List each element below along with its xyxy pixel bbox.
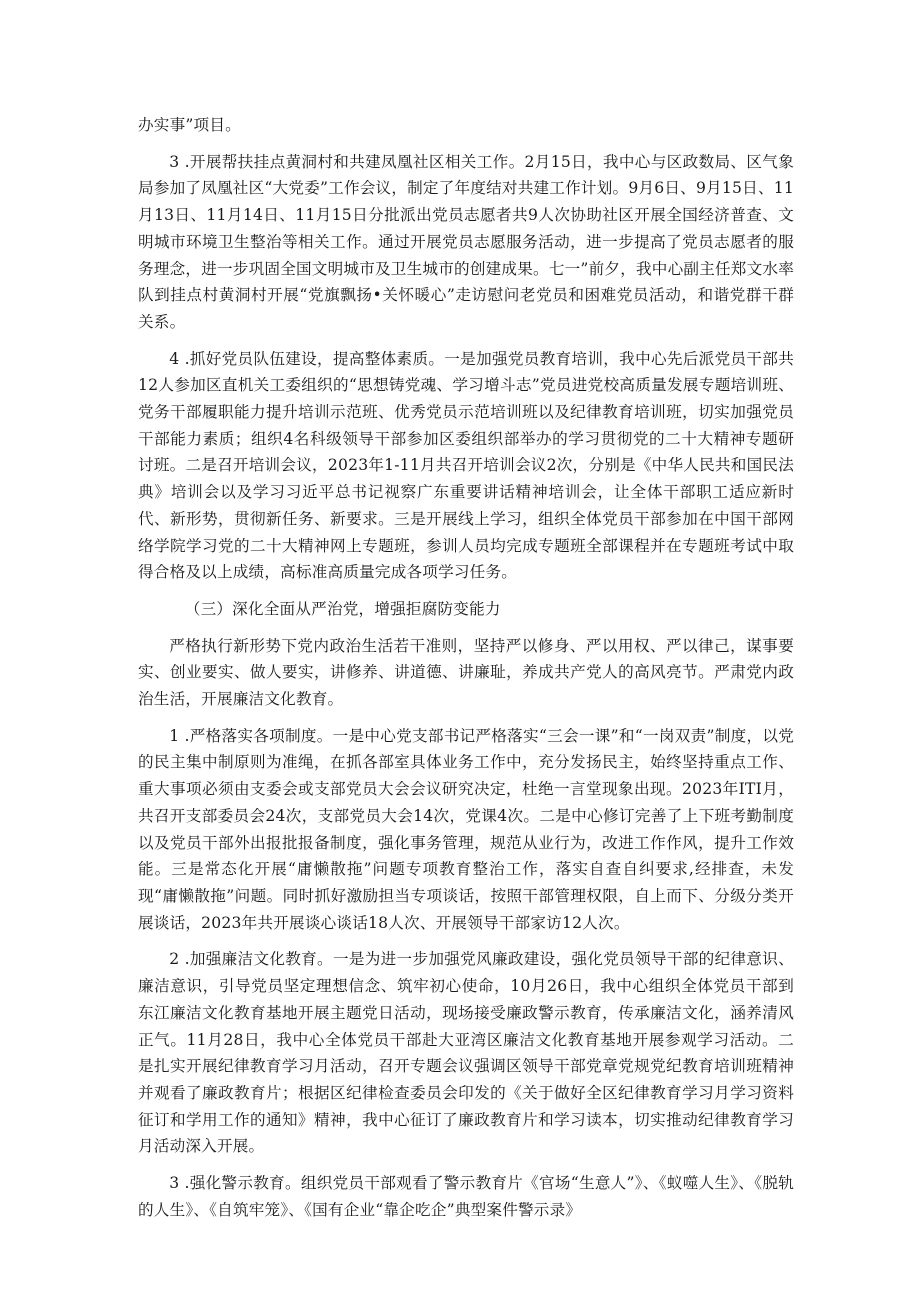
paragraph-item-4-team-building: 4 .抓好党员队伍建设，提高整体素质。一是加强党员教育培训，我中心先后派党员干部共12人参加区直机关工委组织的“思想铸党魂、学习增斗志”党员进党校高质量发展专题培训班、党务干部履职能力提升培训示范班、优秀党员示范培训班以及纪律教育培训班，切实加强党员干部能力素质；组织4名科级领导干部参加区委组织部举办的学习贯彻党的二十大精神专题研讨班。二是召开培训会议，2023年1-11月共召开培训会议2次，分别是《中华人民共和国民法典》培训会以及学习习近平总书记视察广东重要讲话精神培训会，让全体干部职工适应新时代、新形势，贯彻新任务、新要求。三是开展线上学习，组织全体党员干部参加在中国干部网络学院学习党的二十大精神网上专题班，参训人员均完成专题班全部课程并在专题班考试中取得合格及以上成绩，高标准高质量完成各项学习任务。 [138,349,794,582]
paragraph-section-intro: 严格执行新形势下党内政治生活若干准则，坚持严以修身、严以用权、严以律己，谋事要实、创业要实、做人要实，讲修养、讲道德、讲廉耻，养成共产党人的高风亮节。严肃党内政治生活，开展廉洁文化教育。 [138,636,794,709]
paragraph-item-2-integrity-education: 2 .加强廉洁文化教育。一是为进一步加强党风廉政建设，强化党员领导干部的纪律意识、廉洁意识，引导党员坚定理想信念、筑牢初心使命，10月26日，我中心组织全体党员干部到东江廉洁文化教育基地开展主题党日活动，现场接受廉政警示教育，传承廉洁文化，涵养清风正气。11月28日，我中心全体党员干部赴大亚湾区廉洁文化教育基地开展参观学习活动。二是扎实开展纪律教育学习月活动，召开专题会议强调区领导干部党章党规党纪教育培训班精神并观看了廉政教育片；根据区纪律检查委员会印发的《关于做好全区纪律教育学习月学习资料征订和学用工作的通知》精神，我中心征订了廉政教育片和学习读本，切实推动纪律教育学习月活动深入开展。 [138,950,794,1156]
paragraph-item-3-assistance-work: 3 .开展帮扶挂点黄洞村和共建凤凰社区相关工作。2月15日，我中心与区政数局、区气象局参加了凤凰社区“大党委”工作会议，制定了年度结对共建工作计划。9月6日、9月15日、11月13日、11月14日、11月15日分批派出党员志愿者共9人次协助社区开展全国经济普查、文明城市环境卫生整治等相关工作。通过开展党员志愿服务活动，进一步提高了党员志愿者的服务理念，进一步巩固全国文明城市及卫生城市的创建成果。七一”前夕，我中心副主任郑文水率队到挂点村黄洞村开展“党旗飘扬•关怀暖心”走访慰问老党员和困难党员活动，和谐党群干群关系。 [138,152,794,331]
document-page [138,112,794,1223]
paragraph-item-3-warning-education: 3 .强化警示教育。组织党员干部观看了警示教育片《官场“生意人”》、《蚁噬人生》、《脱轨的人生》、《自筑牢笼》、《国有企业“靠企吃企”典型案件警示录》 [138,1174,794,1219]
paragraph-continuation: 办实事”项目。 [138,116,241,134]
section-heading: （三）深化全面从严治党，增强拒腐防变能力 [184,599,501,618]
paragraph-item-1-systems: 1 .严格落实各项制度。一是中心党支部书记严格落实“三会一课”和“一岗双责”制度，以党的民主集中制原则为准绳，在抓各部室具体业务工作中，充分发扬民主，始终坚持重点工作、重大事项必须由支委会或支部党员大会会议研究决定，杜绝一言堂现象出现。2023年ITI月，共召开支部委员会24次，支部党员大会14次，党课4次。二是中心修订完善了上下班考勤制度以及党员干部外出报批报备制度，强化事务管理，规范从业行为，改进工作作风，提升工作效能。三是常态化开展“庸懒散拖”问题专项教育整治工作，落实自查自纠要求,经排查，未发现“庸懒散拖”问题。同时抓好激励担当专项谈话，按照干部管理权限，自上而下、分级分类开展谈话，2023年共开展谈心谈话18人次、开展领导干部家访12人次。 [138,726,794,932]
